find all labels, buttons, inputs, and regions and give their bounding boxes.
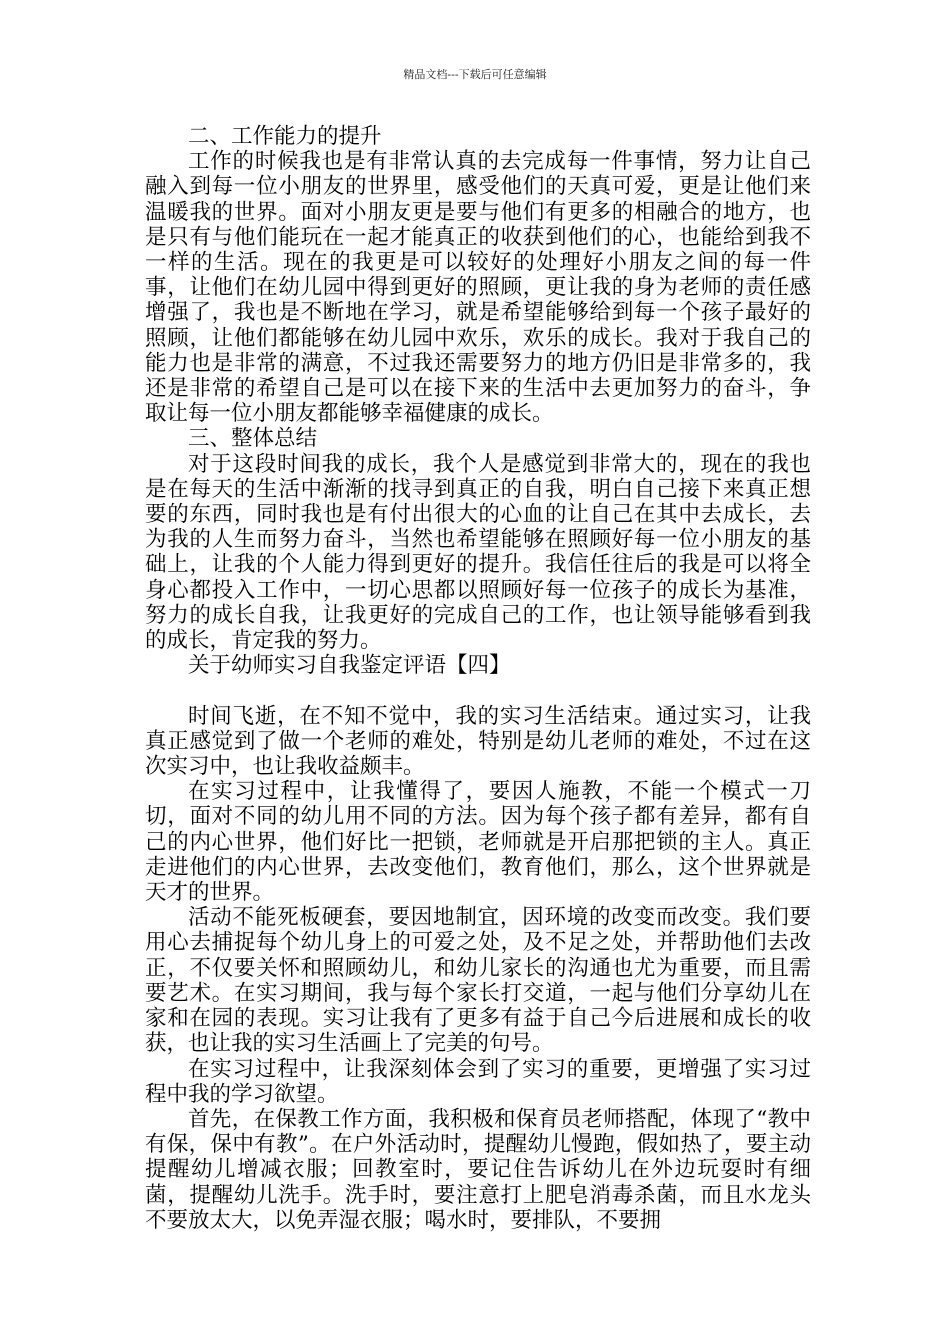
paragraph: 活动不能死板硬套，要因地制宜，因环境的改变而改变。我们要用心去捕捉每个幼儿身上的可爱之处，及不足之处，并帮助他们去改正，不仅要关怀和照顾幼儿，和幼儿家长的沟通也尤为重要，而且需要艺术。在实习期间，我与每个家长打交道，一起与他们分享幼儿在家和在园的表现。实习让我有了更多有益于自己今后进展和成长的收获，也让我的实习生活画上了完美的句号。 xyxy=(145,905,811,1057)
paragraph: 对于这段时间我的成长，我个人是感觉到非常大的，现在的我也是在每天的生活中渐渐的找寻到真正的自我，明白自己接下来真正想要的东西，同时我也是有付出很大的心血的让自己在其中去成长，去为我的人生而努力奋斗，当然也希望能够在照顾好每一位小朋友的基础上，让我的个人能力得到更好的提升。我信任往后的我是可以将全身心都投入工作中，一切心思都以照顾好每一位孩子的成长为基准，努力的成长自我，让我更好的完成自己的工作，也让领导能够看到我的成长，肯定我的努力。 xyxy=(145,451,811,654)
section-heading: 关于幼师实习自我鉴定评语【四】 xyxy=(188,653,511,679)
blank-line xyxy=(145,678,811,703)
paragraph: 在实习过程中，让我深刻体会到了实习的重要，更增强了实习过程中我的学习欲望。 xyxy=(145,1056,811,1107)
paragraph: 在实习过程中，让我懂得了，要因人施教，不能一个模式一刀切，面对不同的幼儿用不同的方法。因为每个孩子都有差异，都有自己的内心世界，他们好比一把锁，老师就是开启那把锁的主人。真正走进他们的内心世界，去改变他们，教育他们，那么，这个世界就是天才的世界。 xyxy=(145,779,811,906)
section-heading: 三、整体总结 xyxy=(188,426,318,452)
paragraph: 工作的时候我也是有非常认真的去完成每一件事情，努力让自己融入到每一位小朋友的世界里，感受他们的天真可爱，更是让他们来温暖我的世界。面对小朋友更是要与他们有更多的相融合的地方，也是只有与他们能玩在一起才能真正的收获到他们的心，也能给到我不一样的生活。现在的我更是可以较好的处理好小朋友之间的每一件事，让他们在幼儿园中得到更好的照顾，更让我的身为老师的责任感增强了，我也是不断地在学习，就是希望能够给到每一个孩子最好的照顾，让他们都能够在幼儿园中欢乐，欢乐的成长。我对于我自己的能力也是非常的满意，不过我还需要努力的地方仍旧是非常多的，我还是非常的希望自己是可以在接下来的生活中去更加努力的奋斗，争取让每一位小朋友都能够幸福健康的成长。 xyxy=(145,149,811,427)
page-header: 精品文档---下载后可任意编辑 xyxy=(403,68,547,81)
paragraph: 首先，在保教工作方面，我积极和保育员老师搭配，体现了“教中有保，保中有教”。在户外活动时，提醒幼儿慢跑，假如热了，要主动提醒幼儿增减衣服；回教室时，要记住告诉幼儿在外边玩耍时有细菌，提醒幼儿洗手。洗手时，要注意打上肥皂消毒杀菌，而且水龙头不要放太大，以免弄湿衣服；喝水时，要排队，不要拥 xyxy=(145,1106,811,1233)
paragraph: 时间飞逝，在不知不觉中，我的实习生活结束。通过实习，让我真正感觉到了做一个老师的难处，特别是幼儿老师的难处，不过在这次实习中，也让我收益颇丰。 xyxy=(145,703,811,780)
document-body xyxy=(145,124,811,1233)
section-heading: 二、工作能力的提升 xyxy=(188,124,382,149)
